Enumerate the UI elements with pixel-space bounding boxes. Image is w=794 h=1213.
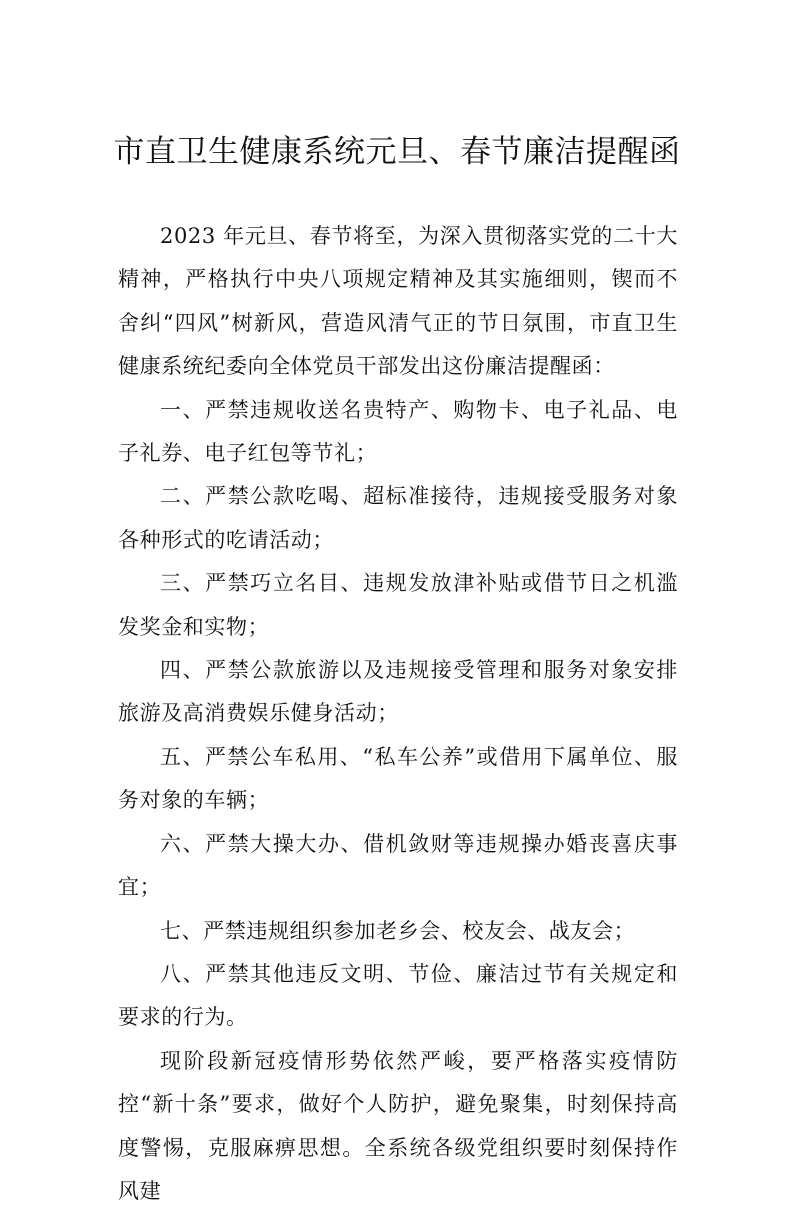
epidemic-paragraph: 现阶段新冠疫情形势依然严峻，要严格落实疫情防控“新十条”要求，做好个人防护，避免聚集，时刻保持高度警惕，克服麻痹思想。全系统各级党组织要时刻保持作风建 bbox=[118, 1048, 678, 1203]
rule-item-8: 八、严禁其他违反文明、节俭、廉洁过节有关规定和要求的行为。 bbox=[118, 961, 678, 1030]
rule-item-6: 六、严禁大操大办、借机敛财等违规操办婚丧喜庆事宜； bbox=[118, 831, 678, 900]
rule-item-2: 二、严禁公款吃喝、超标准接待，违规接受服务对象各种形式的吃请活动； bbox=[118, 484, 678, 552]
rule-item-7: 七、严禁违规组织参加老乡会、校友会、战友会； bbox=[160, 918, 636, 943]
document-title: 市直卫生健康系统元旦、春节廉洁提醒函 bbox=[113, 134, 681, 170]
document-body bbox=[118, 215, 678, 1213]
rule-item-5: 五、严禁公车私用、“私车公养”或借用下属单位、服务对象的车辆； bbox=[118, 744, 678, 813]
rule-item-4: 四、严禁公款旅游以及违规接受管理和服务对象安排旅游及高消费娱乐健身活动； bbox=[118, 658, 678, 726]
intro-paragraph: 2023 年元旦、春节将至，为深入贯彻落实党的二十大精神，严格执行中央八项规定精神及其实施细则，锲而不舍纠“四风”树新风，营造风清气正的节日氛围，市直卫生健康系统纪委向全体党员干部发出这份廉洁提醒函： bbox=[118, 224, 678, 379]
rule-item-1: 一、严禁违规收送名贵特产、购物卡、电子礼品、电子礼券、电子红包等节礼； bbox=[118, 397, 678, 466]
rule-item-3: 三、严禁巧立名目、违规发放津补贴或借节日之机滥发奖金和实物； bbox=[118, 571, 678, 639]
